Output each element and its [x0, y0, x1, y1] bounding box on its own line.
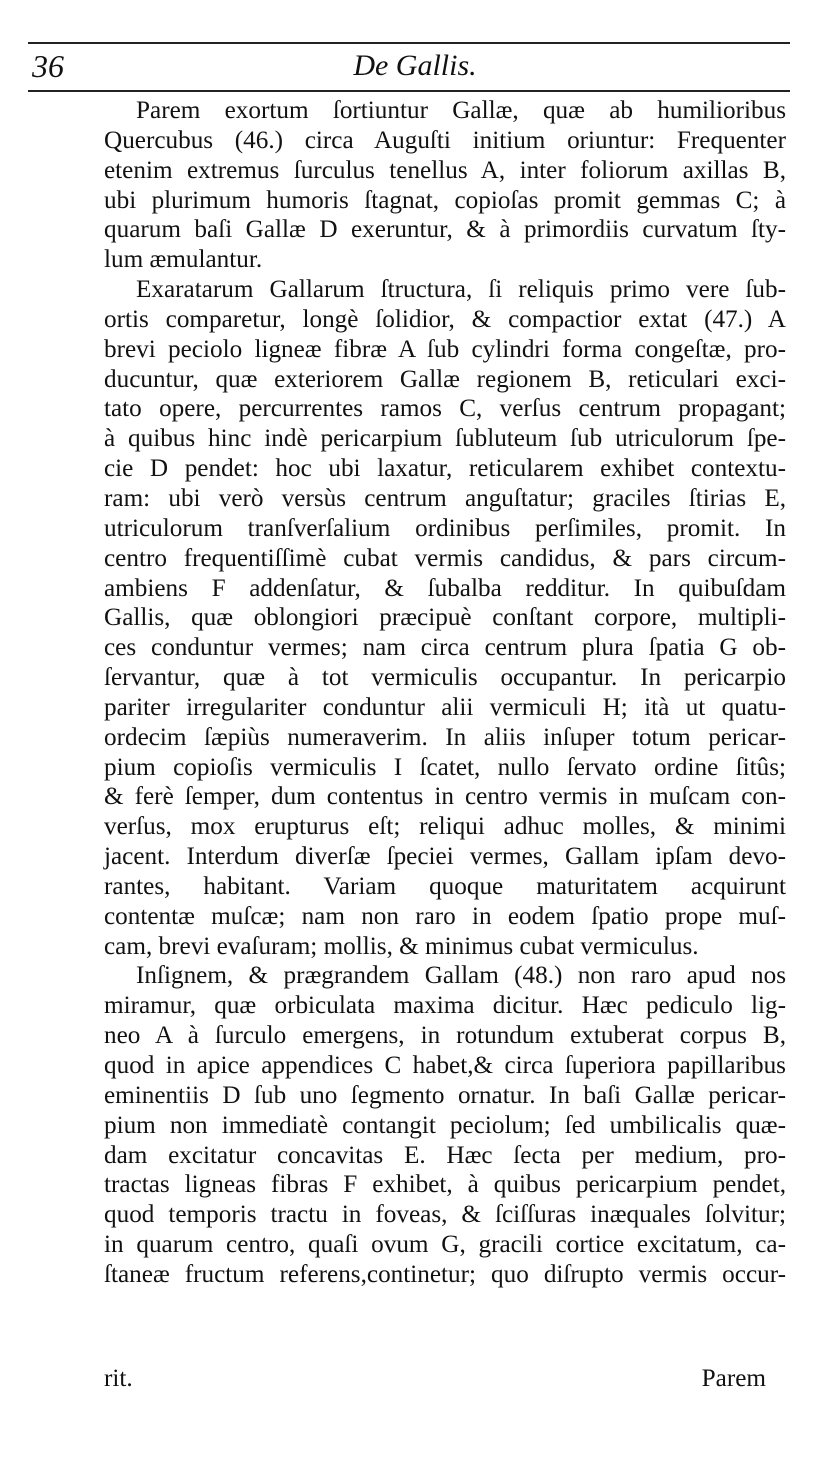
text-line: miramur, quæ orbiculata maxima dicitur. Hæc pediculo lig- — [104, 992, 786, 1020]
text-line: à quibus hinc indè pericarpium ſubluteum ſub utriculorum ſpe- — [104, 425, 786, 453]
text-line: dam excitatur concavitas E. Hæc ſecta per medium, pro- — [104, 1141, 786, 1169]
text-line: Parem exortum ſortiuntur Gallæ, quæ ab humilioribus — [136, 97, 786, 124]
header-rule-bottom — [28, 90, 790, 92]
paragraph-1 — [104, 96, 786, 275]
text-line: utriculorum tranſverſalium ordinibus perſimiles, promit. In — [104, 514, 786, 542]
paragraph-3 — [104, 961, 786, 1289]
text-line: in quarum centro, quaſi ovum G, gracili cortice excitatum, ca- — [104, 1231, 786, 1259]
text-line: ducuntur, quæ exteriorem Gallæ regionem B, reticulari exci- — [104, 365, 786, 393]
text-line: cie D pendet: hoc ubi laxatur, reticularem exhibet contextu- — [104, 455, 786, 483]
text-line: ubi plurimum humoris ſtagnat, copioſas promit gemmas C; à — [104, 186, 786, 214]
text-line: pariter irregulariter conduntur alii vermiculi H; ità ut quatu- — [104, 693, 786, 721]
text-line: Quercubus (46.) circa Auguſti initium oriuntur: Frequenter — [104, 126, 786, 154]
text-line: ortis comparetur, longè ſolidior, & compactior extat (47.) A — [104, 305, 786, 333]
text-line: centro frequentiſſimè cubat vermis candidus, & pars circum- — [104, 544, 786, 572]
text-line: rantes, habitant. Variam quoque maturitatem acquirunt — [104, 872, 786, 900]
page-number: 36 — [32, 48, 64, 84]
text-line: eminentiis D ſub uno ſegmento ornatur. In baſi Gallæ pericar- — [104, 1081, 786, 1109]
text-line: ſervantur, quæ à tot vermiculis occupantur. In pericarpio — [104, 664, 786, 692]
text-line: pium non immediatè contangit peciolum; ſed umbilicalis quæ- — [104, 1111, 786, 1139]
text-line: ambiens F addenſatur, & ſubalba redditur. In quibuſdam — [104, 574, 786, 602]
text-line: verſus, mox erupturus eſt; reliqui adhuc molles, & minimi — [104, 813, 786, 841]
text-line: Inſignem, & prægrandem Gallam (48.) non raro apud nos — [136, 962, 786, 990]
text-line: pium copioſis vermiculis I ſcatet, nullo ſervato ordine ſitûs; — [104, 753, 786, 781]
paragraph-2 — [104, 275, 786, 961]
text-line: jacent. Interdum diverſæ ſpeciei vermes, Gallam ipſam devo- — [104, 843, 786, 871]
body-text — [104, 96, 786, 1290]
text-line: ordecim ſæpiùs numeraverim. In aliis inſuper totum pericar- — [104, 723, 786, 751]
text-line: neo A à ſurculo emergens, in rotundum extuberat corpus B, — [104, 1022, 786, 1050]
text-line: quod in apice appendices C habet,& circa ſuperiora papillaribus — [104, 1052, 786, 1079]
text-line: Gallis, quæ oblongiori præcipuè conſtant corpore, multipli- — [104, 604, 786, 632]
header-rule-top — [28, 42, 790, 44]
text-line: & ferè ſemper, dum contentus in centro vermis in muſcam con- — [104, 783, 786, 811]
text-line: Exaratarum Gallarum ſtructura, ſi reliquis primo vere ſub- — [136, 276, 786, 304]
text-line: quod temporis tractu in foveas, & ſciſſuras inæquales ſolvitur; — [104, 1201, 786, 1229]
text-line: tractas ligneas fibras F exhibet, à quibus pericarpium pendet, — [104, 1171, 786, 1199]
text-line: tato opere, percurrentes ramos C, verſus centrum propagant; — [104, 395, 786, 423]
text-line: cam, brevi evaſuram; mollis, & minimus cubat vermiculus. — [104, 932, 699, 960]
text-line: brevi peciolo ligneæ fibræ A ſub cylindri forma congeſtæ, pro- — [104, 335, 786, 363]
final-line-fragment: rit. — [104, 1365, 133, 1392]
catchword: Parem — [701, 1365, 766, 1392]
text-line: ſtaneæ fructum referens,continetur; quo diſrupto vermis occur- — [104, 1260, 786, 1288]
text-line: quarum baſi Gallæ D exeruntur, & à primordiis curvatum ſty- — [104, 216, 786, 244]
text-line: etenim extremus ſurculus tenellus A, inter foliorum axillas B, — [104, 156, 786, 184]
running-head: De Gallis. — [353, 49, 477, 82]
text-line: ces conduntur vermes; nam circa centrum plura ſpatia G ob- — [104, 634, 786, 662]
text-line: ram: ubi verò versùs centrum anguſtatur; graciles ſtirias E, — [104, 484, 786, 512]
text-line: contentæ muſcæ; nam non raro in eodem ſpatio prope muſ- — [104, 902, 786, 930]
text-line: lum æmulantur. — [104, 246, 263, 274]
